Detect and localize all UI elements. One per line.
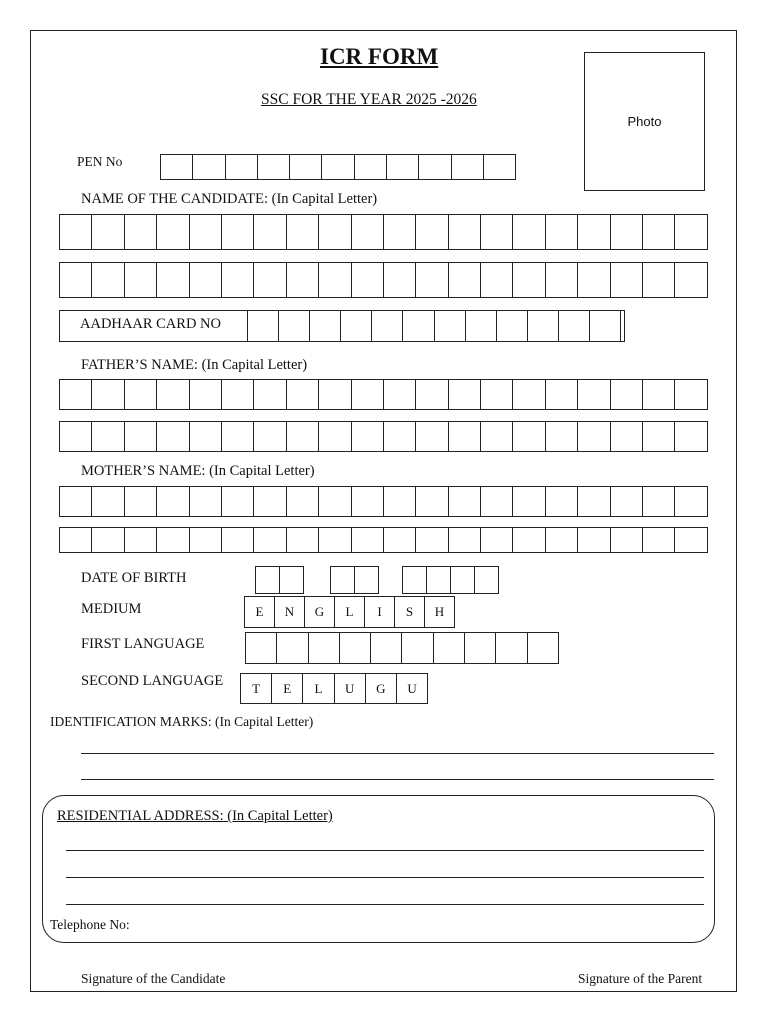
- dob-year-boxes[interactable]: [402, 566, 499, 594]
- dob-day-digit-box[interactable]: [279, 566, 304, 594]
- pen-char-box[interactable]: [483, 154, 516, 180]
- mother-char-box[interactable]: [124, 486, 157, 517]
- medium-letter-box[interactable]: N: [274, 596, 305, 628]
- father-char-box[interactable]: [383, 421, 416, 452]
- father-char-box[interactable]: [286, 421, 319, 452]
- mother-char-box[interactable]: [383, 486, 416, 517]
- father-char-box[interactable]: [577, 421, 610, 452]
- father-char-box[interactable]: [642, 421, 675, 452]
- name-char-box[interactable]: [512, 214, 545, 250]
- father-label: FATHER’S NAME: (In Capital Letter): [81, 357, 308, 373]
- father-char-box[interactable]: [545, 421, 578, 452]
- father-char-box[interactable]: [642, 379, 675, 410]
- aadhaar-digit-box[interactable]: [434, 310, 466, 342]
- father-char-box[interactable]: [318, 379, 351, 410]
- mother-char-box[interactable]: [221, 486, 254, 517]
- mother-boxes-row-1[interactable]: [59, 486, 708, 517]
- mother-char-box[interactable]: [480, 486, 513, 517]
- pen-char-box[interactable]: [321, 154, 354, 180]
- identification-line-2[interactable]: [81, 779, 714, 780]
- pen-label: PEN No: [77, 154, 123, 169]
- father-char-box[interactable]: [610, 379, 643, 410]
- name-char-box[interactable]: [286, 262, 319, 298]
- dob-year-digit-box[interactable]: [450, 566, 475, 594]
- mother-char-box[interactable]: [674, 527, 707, 553]
- name-char-box[interactable]: [448, 262, 481, 298]
- mother-char-box[interactable]: [415, 527, 448, 553]
- aadhaar-digit-box[interactable]: [496, 310, 528, 342]
- name-char-box[interactable]: [480, 262, 513, 298]
- first-language-boxes[interactable]: [245, 632, 559, 664]
- mother-char-box[interactable]: [351, 527, 384, 553]
- dob-year-digit-box[interactable]: [402, 566, 427, 594]
- name-char-box[interactable]: [351, 262, 384, 298]
- name-char-box[interactable]: [221, 214, 254, 250]
- mother-char-box[interactable]: [286, 486, 319, 517]
- mother-char-box[interactable]: [318, 486, 351, 517]
- first-language-label: FIRST LANGUAGE: [81, 636, 205, 652]
- mother-char-box[interactable]: [383, 527, 416, 553]
- aadhaar-boxes[interactable]: [247, 310, 621, 342]
- dob-month-digit-box[interactable]: [330, 566, 355, 594]
- father-char-box[interactable]: [351, 379, 384, 410]
- identification-line-1[interactable]: [81, 753, 714, 754]
- father-char-box[interactable]: [480, 379, 513, 410]
- first-language-letter-box[interactable]: [527, 632, 559, 664]
- father-char-box[interactable]: [253, 379, 286, 410]
- name-label: NAME OF THE CANDIDATE: (In Capital Letter): [81, 191, 378, 207]
- address-line-3[interactable]: [66, 904, 704, 905]
- father-char-box[interactable]: [189, 379, 222, 410]
- name-char-box[interactable]: [383, 262, 416, 298]
- name-char-box[interactable]: [189, 214, 222, 250]
- father-char-box[interactable]: [318, 421, 351, 452]
- mother-char-box[interactable]: [480, 527, 513, 553]
- father-char-box[interactable]: [545, 379, 578, 410]
- father-char-box[interactable]: [448, 421, 481, 452]
- second-language-letter-box[interactable]: U: [334, 673, 366, 704]
- first-language-letter-box[interactable]: [308, 632, 340, 664]
- aadhaar-digit-box[interactable]: [465, 310, 497, 342]
- telephone-label: Telephone No:: [50, 917, 130, 932]
- name-boxes-row-1[interactable]: [59, 214, 708, 250]
- name-boxes-row-2[interactable]: [59, 262, 708, 298]
- second-language-letter-box[interactable]: G: [365, 673, 397, 704]
- father-boxes-row-2[interactable]: [59, 421, 708, 452]
- father-char-box[interactable]: [415, 421, 448, 452]
- mother-char-box[interactable]: [59, 486, 92, 517]
- name-char-box[interactable]: [59, 262, 92, 298]
- aadhaar-label: AADHAAR CARD NO: [80, 316, 221, 332]
- pen-char-box[interactable]: [386, 154, 419, 180]
- mother-char-box[interactable]: [189, 527, 222, 553]
- name-char-box[interactable]: [253, 214, 286, 250]
- mother-char-box[interactable]: [156, 527, 189, 553]
- father-char-box[interactable]: [286, 379, 319, 410]
- name-char-box[interactable]: [318, 214, 351, 250]
- father-char-box[interactable]: [59, 421, 92, 452]
- mother-char-box[interactable]: [545, 486, 578, 517]
- name-char-box[interactable]: [124, 262, 157, 298]
- mother-char-box[interactable]: [91, 527, 124, 553]
- mother-char-box[interactable]: [351, 486, 384, 517]
- name-char-box[interactable]: [674, 214, 707, 250]
- mother-char-box[interactable]: [286, 527, 319, 553]
- mother-char-box[interactable]: [59, 527, 92, 553]
- name-char-box[interactable]: [415, 262, 448, 298]
- name-char-box[interactable]: [512, 262, 545, 298]
- medium-letter-box[interactable]: I: [364, 596, 395, 628]
- father-char-box[interactable]: [577, 379, 610, 410]
- mother-char-box[interactable]: [221, 527, 254, 553]
- mother-char-box[interactable]: [577, 486, 610, 517]
- mother-char-box[interactable]: [512, 527, 545, 553]
- mother-char-box[interactable]: [91, 486, 124, 517]
- father-char-box[interactable]: [512, 421, 545, 452]
- aadhaar-digit-box[interactable]: [371, 310, 403, 342]
- name-char-box[interactable]: [189, 262, 222, 298]
- address-label: RESIDENTIAL ADDRESS: (In Capital Letter): [57, 808, 333, 824]
- name-char-box[interactable]: [286, 214, 319, 250]
- aadhaar-digit-box[interactable]: [402, 310, 434, 342]
- form-title: ICR FORM: [320, 44, 439, 69]
- name-char-box[interactable]: [156, 214, 189, 250]
- father-char-box[interactable]: [91, 421, 124, 452]
- name-char-box[interactable]: [253, 262, 286, 298]
- medium-letter-box[interactable]: E: [244, 596, 275, 628]
- dob-day-boxes[interactable]: [255, 566, 304, 594]
- mother-char-box[interactable]: [545, 527, 578, 553]
- father-char-box[interactable]: [351, 421, 384, 452]
- name-char-box[interactable]: [351, 214, 384, 250]
- father-char-box[interactable]: [674, 421, 707, 452]
- name-char-box[interactable]: [642, 262, 675, 298]
- name-char-box[interactable]: [91, 262, 124, 298]
- pen-char-box[interactable]: [257, 154, 290, 180]
- medium-letter-box[interactable]: L: [334, 596, 365, 628]
- father-char-box[interactable]: [59, 379, 92, 410]
- name-char-box[interactable]: [318, 262, 351, 298]
- aadhaar-digit-box[interactable]: [558, 310, 590, 342]
- mother-char-box[interactable]: [253, 486, 286, 517]
- first-language-letter-box[interactable]: [370, 632, 402, 664]
- mother-char-box[interactable]: [512, 486, 545, 517]
- pen-boxes[interactable]: [160, 154, 516, 180]
- second-language-label: SECOND LANGUAGE: [81, 673, 224, 689]
- dob-month-boxes[interactable]: [330, 566, 379, 594]
- mother-char-box[interactable]: [577, 527, 610, 553]
- pen-char-box[interactable]: [451, 154, 484, 180]
- second-language-boxes[interactable]: [240, 673, 428, 704]
- identification-marks-label: IDENTIFICATION MARKS: (In Capital Letter): [50, 714, 314, 729]
- father-char-box[interactable]: [448, 379, 481, 410]
- pen-char-box[interactable]: [289, 154, 322, 180]
- father-char-box[interactable]: [189, 421, 222, 452]
- pen-char-box[interactable]: [225, 154, 258, 180]
- father-char-box[interactable]: [512, 379, 545, 410]
- first-language-letter-box[interactable]: [276, 632, 308, 664]
- first-language-letter-box[interactable]: [339, 632, 371, 664]
- aadhaar-digit-box[interactable]: [340, 310, 372, 342]
- second-language-letter-box[interactable]: T: [240, 673, 272, 704]
- mother-boxes-row-2[interactable]: [59, 527, 708, 553]
- father-char-box[interactable]: [124, 421, 157, 452]
- father-char-box[interactable]: [674, 379, 707, 410]
- mother-char-box[interactable]: [610, 486, 643, 517]
- mother-char-box[interactable]: [674, 486, 707, 517]
- second-language-letter-box[interactable]: U: [396, 673, 428, 704]
- photo-box[interactable]: [584, 52, 705, 191]
- medium-letter-box[interactable]: S: [394, 596, 425, 628]
- dob-year-digit-box[interactable]: [426, 566, 451, 594]
- name-char-box[interactable]: [480, 214, 513, 250]
- dob-label: DATE OF BIRTH: [81, 570, 187, 586]
- mother-char-box[interactable]: [415, 486, 448, 517]
- name-char-box[interactable]: [59, 214, 92, 250]
- mother-char-box[interactable]: [318, 527, 351, 553]
- father-char-box[interactable]: [253, 421, 286, 452]
- first-language-letter-box[interactable]: [433, 632, 465, 664]
- medium-letter-box[interactable]: H: [424, 596, 455, 628]
- name-char-box[interactable]: [545, 262, 578, 298]
- mother-char-box[interactable]: [253, 527, 286, 553]
- father-char-box[interactable]: [383, 379, 416, 410]
- first-language-letter-box[interactable]: [464, 632, 496, 664]
- first-language-letter-box[interactable]: [401, 632, 433, 664]
- signature-candidate-label: Signature of the Candidate: [81, 971, 226, 986]
- pen-char-box[interactable]: [192, 154, 225, 180]
- name-char-box[interactable]: [577, 214, 610, 250]
- medium-boxes[interactable]: [244, 596, 455, 628]
- aadhaar-digit-box[interactable]: [527, 310, 559, 342]
- father-char-box[interactable]: [221, 421, 254, 452]
- first-language-letter-box[interactable]: [245, 632, 277, 664]
- aadhaar-digit-box[interactable]: [278, 310, 310, 342]
- father-char-box[interactable]: [156, 421, 189, 452]
- mother-char-box[interactable]: [189, 486, 222, 517]
- aadhaar-digit-box[interactable]: [247, 310, 279, 342]
- name-char-box[interactable]: [674, 262, 707, 298]
- name-char-box[interactable]: [577, 262, 610, 298]
- mother-char-box[interactable]: [642, 486, 675, 517]
- name-char-box[interactable]: [221, 262, 254, 298]
- mother-char-box[interactable]: [642, 527, 675, 553]
- mother-char-box[interactable]: [156, 486, 189, 517]
- father-char-box[interactable]: [480, 421, 513, 452]
- address-line-1[interactable]: [66, 850, 704, 851]
- father-char-box[interactable]: [91, 379, 124, 410]
- dob-day-digit-box[interactable]: [255, 566, 280, 594]
- father-boxes-row-1[interactable]: [59, 379, 708, 410]
- medium-label: MEDIUM: [81, 601, 142, 617]
- name-char-box[interactable]: [156, 262, 189, 298]
- address-line-2[interactable]: [66, 877, 704, 878]
- dob-month-digit-box[interactable]: [354, 566, 379, 594]
- mother-label: MOTHER’S NAME: (In Capital Letter): [81, 463, 315, 479]
- father-char-box[interactable]: [221, 379, 254, 410]
- pen-char-box[interactable]: [354, 154, 387, 180]
- pen-char-box[interactable]: [418, 154, 451, 180]
- name-char-box[interactable]: [383, 214, 416, 250]
- name-char-box[interactable]: [610, 262, 643, 298]
- name-char-box[interactable]: [448, 214, 481, 250]
- medium-letter-box[interactable]: G: [304, 596, 335, 628]
- name-char-box[interactable]: [642, 214, 675, 250]
- name-char-box[interactable]: [610, 214, 643, 250]
- name-char-box[interactable]: [545, 214, 578, 250]
- name-char-box[interactable]: [91, 214, 124, 250]
- dob-year-digit-box[interactable]: [474, 566, 499, 594]
- father-char-box[interactable]: [156, 379, 189, 410]
- first-language-letter-box[interactable]: [495, 632, 527, 664]
- second-language-letter-box[interactable]: E: [271, 673, 303, 704]
- father-char-box[interactable]: [610, 421, 643, 452]
- father-char-box[interactable]: [415, 379, 448, 410]
- father-char-box[interactable]: [124, 379, 157, 410]
- aadhaar-digit-box[interactable]: [309, 310, 341, 342]
- aadhaar-digit-box[interactable]: [589, 310, 621, 342]
- second-language-letter-box[interactable]: L: [302, 673, 334, 704]
- form-subtitle: SSC FOR THE YEAR 2025 -2026: [261, 91, 477, 108]
- pen-char-box[interactable]: [160, 154, 193, 180]
- mother-char-box[interactable]: [124, 527, 157, 553]
- photo-label: Photo: [627, 114, 662, 129]
- mother-char-box[interactable]: [448, 486, 481, 517]
- name-char-box[interactable]: [415, 214, 448, 250]
- name-char-box[interactable]: [124, 214, 157, 250]
- signature-parent-label: Signature of the Parent: [578, 971, 703, 986]
- mother-char-box[interactable]: [448, 527, 481, 553]
- mother-char-box[interactable]: [610, 527, 643, 553]
